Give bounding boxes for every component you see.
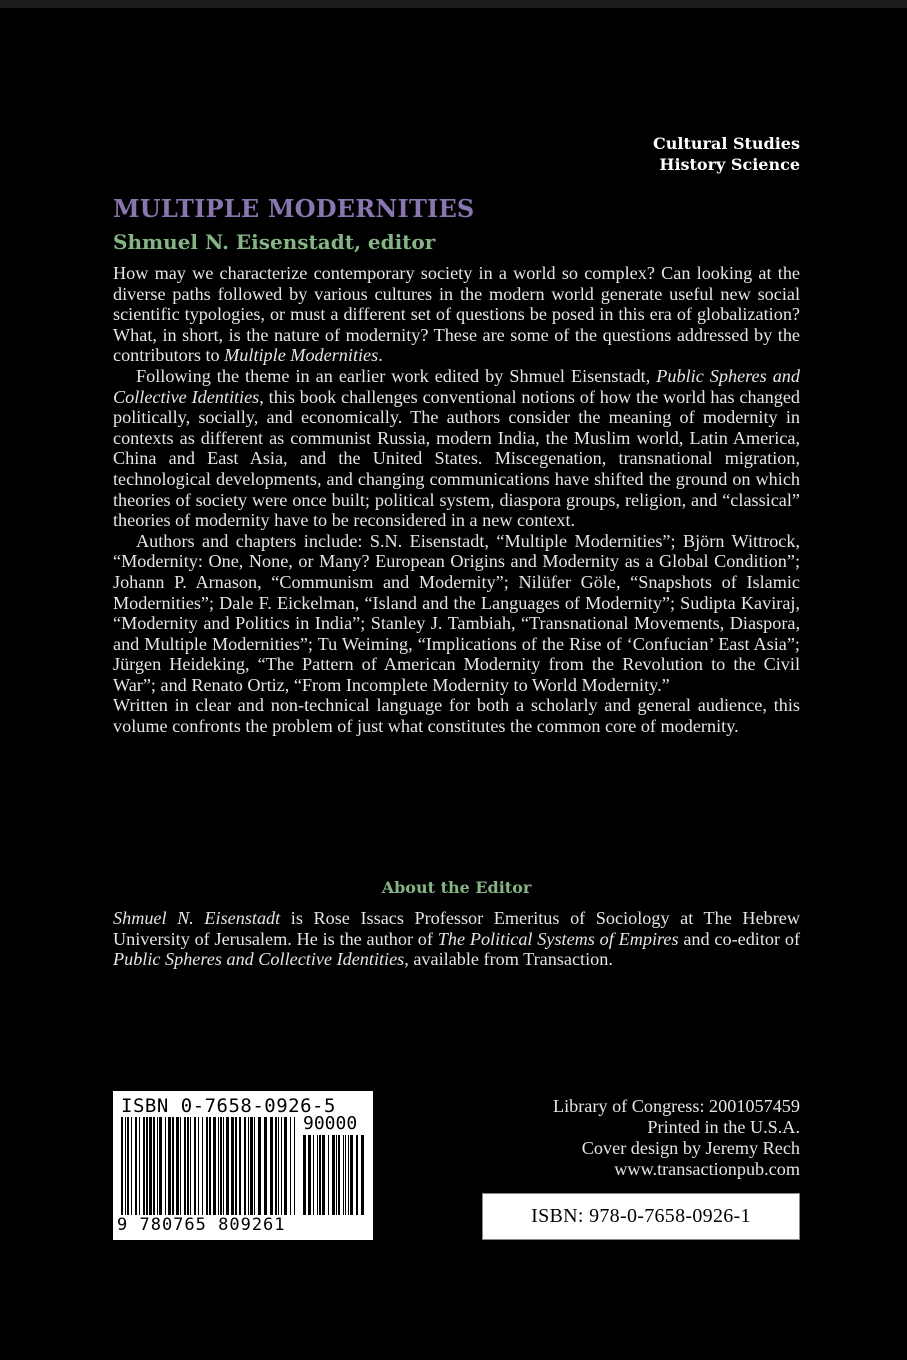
about-editor-heading: About the Editor (381, 878, 532, 897)
description-body (113, 263, 800, 737)
publisher-website: www.transactionpub.com (614, 1159, 800, 1179)
category-line-2: History Science (659, 155, 800, 174)
printed-in: Printed in the U.S.A. (647, 1117, 800, 1137)
category-label (653, 133, 800, 175)
barcode-price-code: 90000 (303, 1113, 358, 1134)
book-title: MULTIPLE MODERNITIES (113, 194, 475, 223)
ean-barcode-bars (121, 1117, 297, 1215)
barcode-isbn-text: ISBN 0-7658-0926-5 (121, 1095, 336, 1117)
addon-barcode-bars (303, 1135, 365, 1215)
about-editor-text: Shmuel N. Eisenstadt is Rose Issacs Professor Emeritus of Sociology at The Hebrew University of Jerusalem. He is the author of The Political Systems of Empires and co-editor of Public Spheres and Collective Identities, available from Transaction. (113, 908, 800, 970)
paragraph-4: Written in clear and non-technical language for both a scholarly and general audience, this volume confronts the problem of just what constitutes the common core of modernity. (113, 695, 800, 737)
library-of-congress: Library of Congress: 2001057459 (552, 1096, 800, 1116)
category-line-1: Cultural Studies (653, 134, 800, 153)
paragraph-1: How may we characterize contemporary society in a world so complex? Can looking at the diverse paths followed by various cultures in the modern world generate useful new social scientific typologies, or must a different set of questions be posed in this era of globalization? What, in short, is the nature of modernity? These are some of the questions addressed by the contributors to Multiple Modernities. (113, 263, 800, 366)
barcode-ean-number: 9 780765 809261 (117, 1215, 286, 1235)
isbn13-box: ISBN: 978-0-7658-0926-1 (482, 1193, 800, 1240)
book-editor: Shmuel N. Eisenstadt, editor (113, 230, 436, 254)
cover-design: Cover design by Jeremy Rech (581, 1138, 800, 1158)
isbn-barcode (113, 1091, 373, 1240)
paragraph-3-authors: Authors and chapters include: S.N. Eisenstadt, “Multiple Modernities”; Björn Wittrock, “Modernity: One, None, or Many? European Origins and Modernity as a Global Condition”; Johann P. Arnason, “Communism and Modernity”; Nilüfer Göle, “Snapshots of Islamic Modernities”; Dale F. Eickelman, “Island and the Languages of Modernity”; Sudipta Kaviraj, “Modernity and Politics in India”; Stanley J. Tambiah, “Transnational Movements, Diaspora, and Multiple Modernities”; Tu Weiming, “Implications of the Rise of ‘Confucian’ East Asia”; Jürgen Heideking, “The Pattern of American Modernity from the Revolution to the Civil War”; and Renato Ortiz, “From Incomplete Modernity to World Modernity.” (113, 530, 800, 695)
paragraph-2: Following the theme in an earlier work edited by Shmuel Eisenstadt, Public Spheres and Collective Identities, this book challenges conventional notions of how the world has changed politically, socially, and economically. The authors consider the meaning of modernity in contexts as different as communist Russia, modern India, the Muslim world, Latin America, China and East Asia, and the United States. Miscegenation, transnational migration, technological developments, and changing communications have shifted the ground on which theories of society were once built; political system, diaspora groups, religion, and “classical” theories of modernity have to be reconsidered in a new context. (113, 365, 801, 531)
top-edge-strip (0, 0, 907, 8)
publisher-info (553, 1096, 800, 1180)
